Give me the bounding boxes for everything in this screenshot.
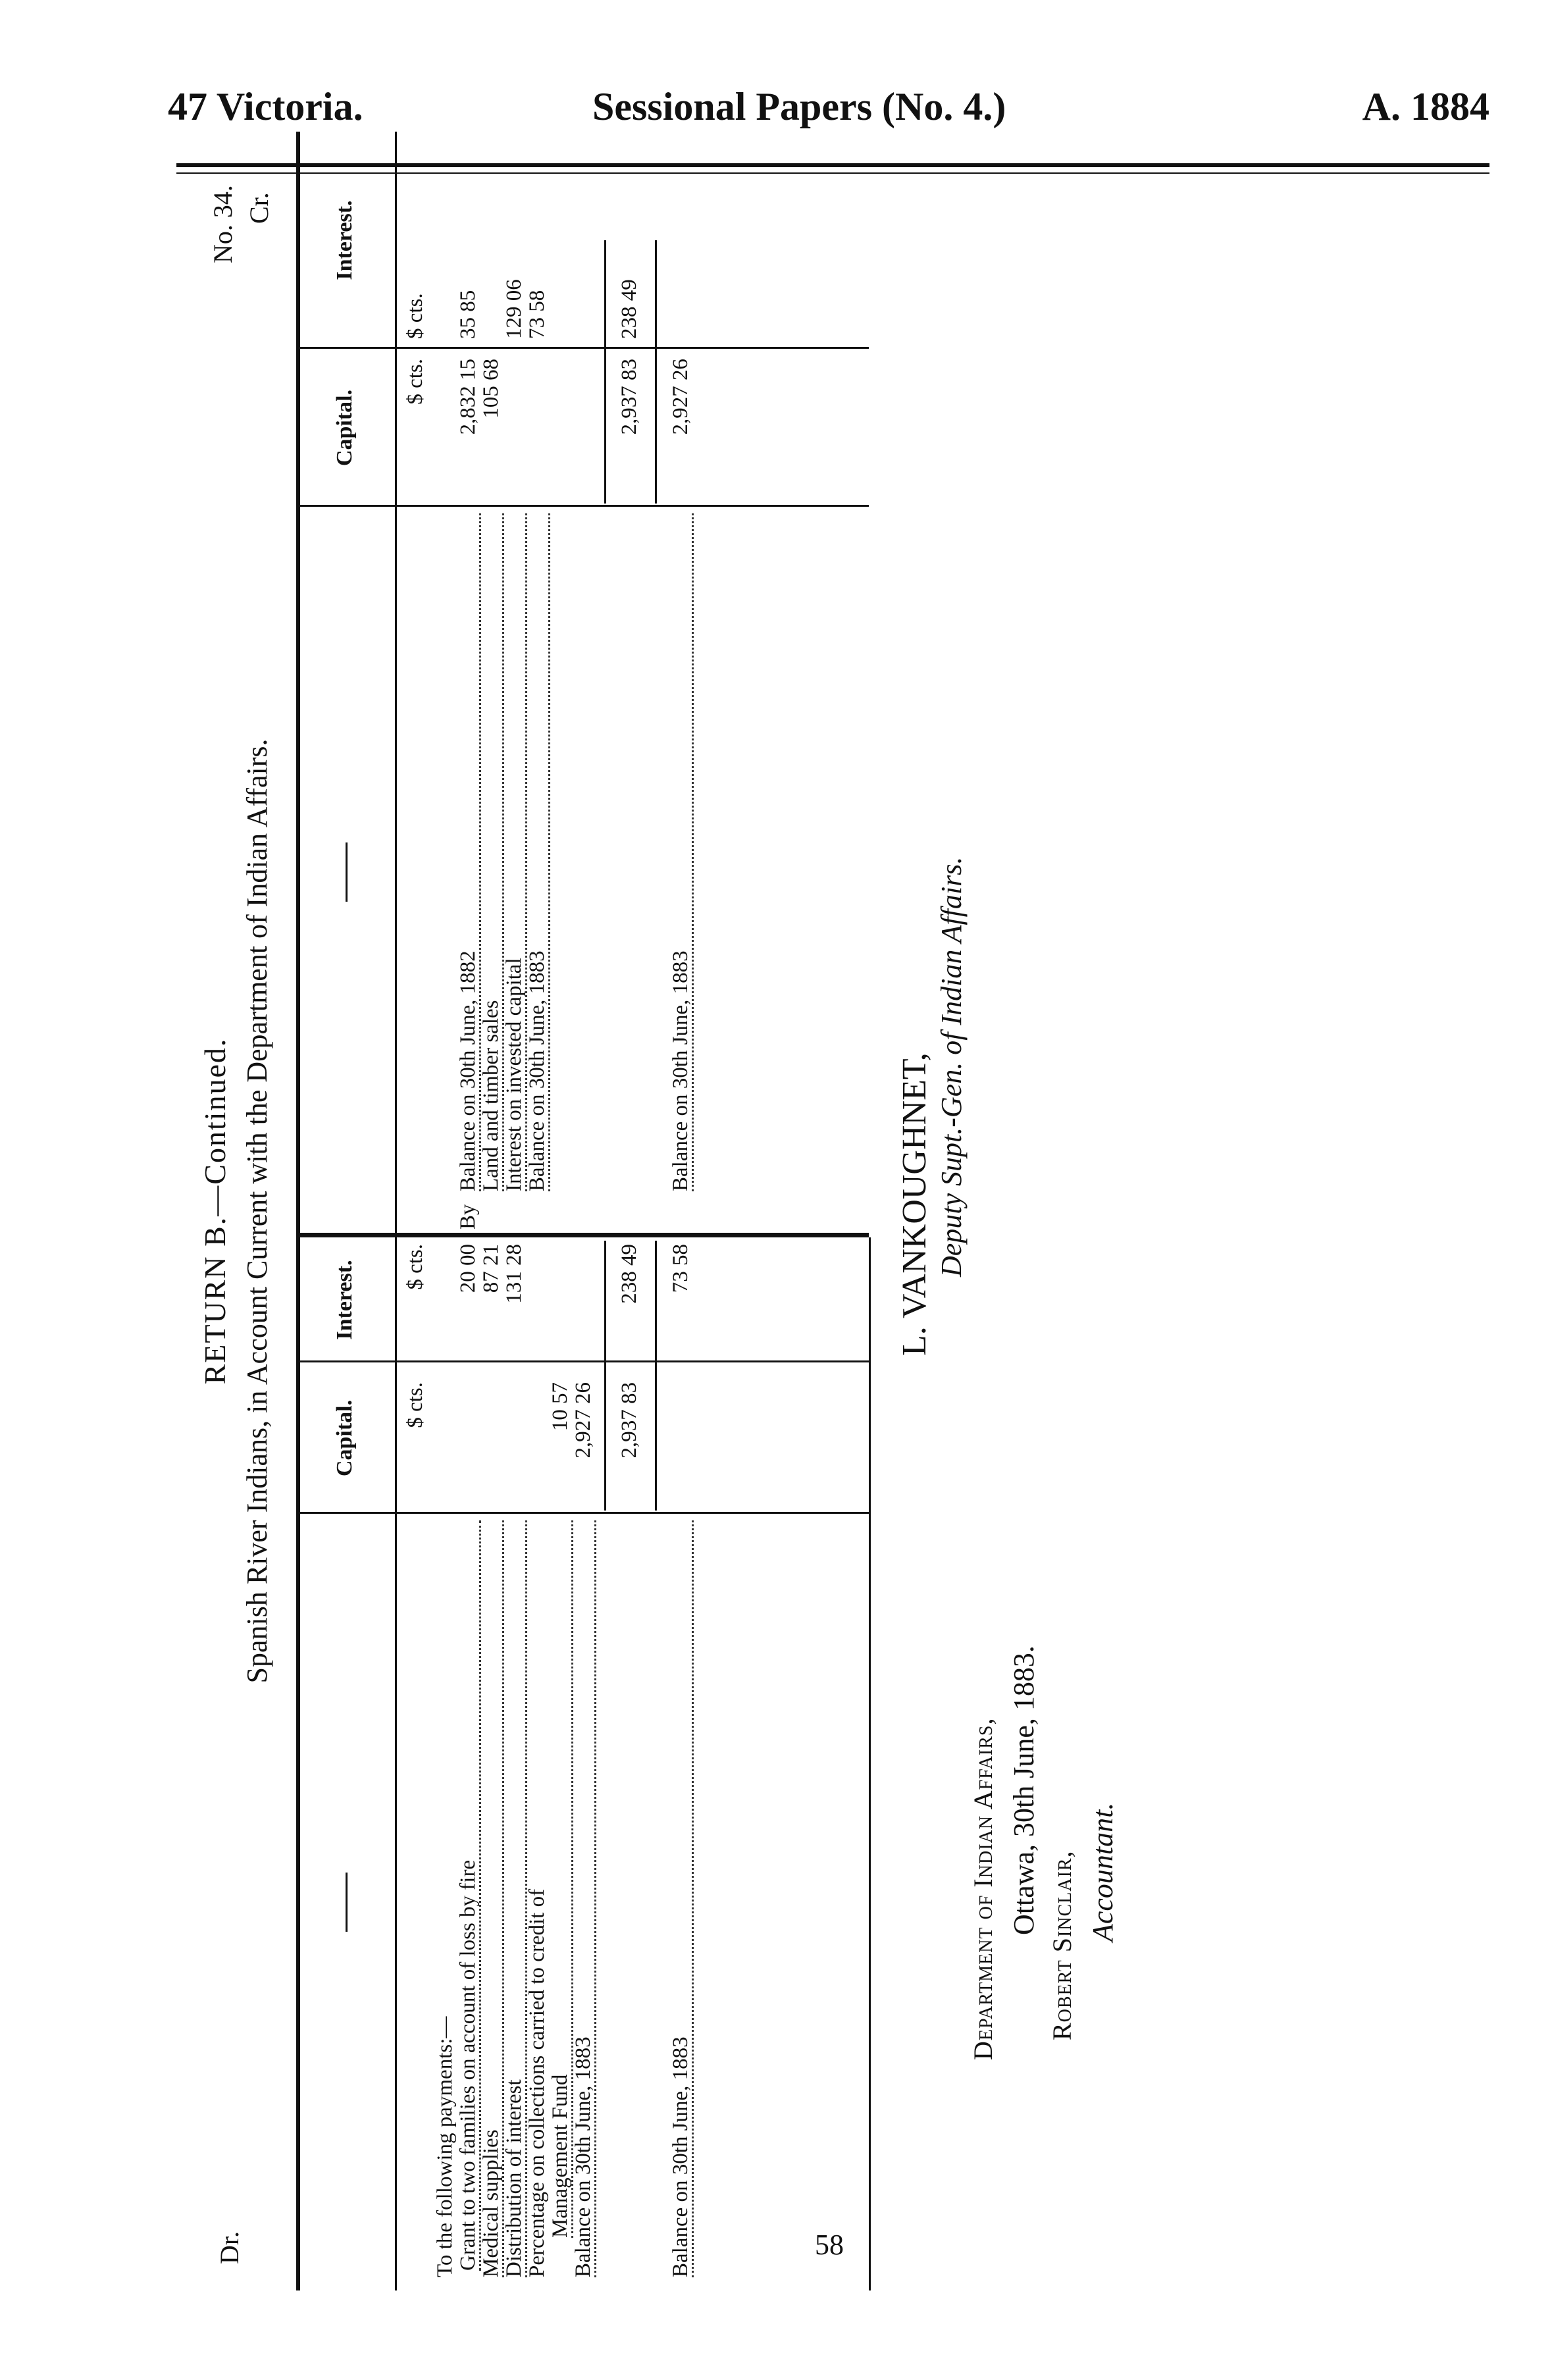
table-bottom-border	[869, 1237, 871, 2290]
credit-capital-head: Capital.	[332, 389, 357, 467]
page-number: 58	[815, 2229, 844, 2261]
units-credit-interest: $ cts.	[403, 293, 427, 339]
debit-row-capital: 2,927 26	[571, 1382, 595, 1459]
accountant-title: Accountant.	[1087, 1802, 1119, 1942]
credit-row-capital: 2,832 15	[456, 359, 480, 435]
col-line-center	[296, 1233, 869, 1237]
return-number: No. 34.	[208, 185, 238, 263]
debit-dash-head	[346, 1873, 348, 1932]
debit-balance-interest: 73 58	[669, 1244, 692, 1293]
credit-dash-head	[346, 842, 348, 902]
credit-total-rule-bottom	[655, 240, 657, 504]
debit-total-interest: 238 49	[617, 1244, 641, 1304]
credit-row-interest: 73 58	[525, 290, 549, 339]
units-debit-interest: $ cts.	[403, 1244, 427, 1290]
accountant-name: Robert Sinclair,	[1047, 1850, 1077, 2040]
credit-by: By	[456, 1204, 480, 1229]
header-volume: 47 Victoria.	[168, 85, 363, 128]
credit-row-label: Interest on invested capital	[504, 513, 527, 1191]
debit-row-label: Distribution of interest	[504, 1520, 527, 2277]
debit-total-rule-top	[604, 1241, 606, 1511]
debit-interest-head: Interest.	[332, 1260, 357, 1340]
return-title: RETURN B.—Continued.	[198, 1037, 232, 1385]
col-line	[296, 1360, 869, 1362]
header-year: A. 1884	[1362, 85, 1489, 128]
debit-row-label: Percentage on collections carried to credit of	[525, 1888, 549, 2277]
credit-total-rule-top	[604, 240, 606, 504]
debit-balance-label: Balance on 30th June, 1883	[670, 1520, 694, 2277]
credit-row-capital: 105 68	[479, 359, 503, 419]
credit-row-label: Land and timber sales	[480, 513, 504, 1191]
table-top-border	[296, 132, 300, 2290]
credit-row-interest: 35 85	[456, 290, 480, 339]
account-ledger	[197, 132, 879, 2290]
debit-capital-head: Capital.	[332, 1399, 357, 1477]
credit-total-capital: 2,937 83	[617, 359, 641, 435]
credit-balance-label: Balance on 30th June, 1883	[670, 513, 694, 1191]
department-line: Department of Indian Affairs,	[968, 1717, 998, 2060]
units-debit-capital: $ cts.	[403, 1382, 427, 1428]
signature-name: L. VANKOUGHNET,	[896, 1052, 933, 1356]
dr-label: Dr.	[215, 2231, 244, 2264]
return-subtitle: Spanish River Indians, in Account Current with the Department of Indian Affairs.	[241, 738, 273, 1684]
place-date-line: Ottawa, 30th June, 1883.	[1008, 1645, 1040, 1935]
debit-total-capital: 2,937 83	[617, 1382, 641, 1459]
cr-label: Cr.	[244, 192, 274, 224]
credit-total-interest: 238 49	[617, 279, 641, 339]
credit-row-interest: 129 06	[502, 279, 526, 339]
credit-interest-head: Interest.	[332, 200, 357, 280]
header-bottom-border	[395, 132, 397, 2290]
credit-row-label: Balance on 30th June, 1883	[527, 513, 550, 1191]
credit-balance-capital: 2,927 26	[669, 359, 692, 435]
units-credit-capital: $ cts.	[403, 359, 427, 405]
col-line	[296, 505, 869, 507]
debit-row-interest: 20 00	[456, 1244, 480, 1293]
debit-row-label: Grant to two families on account of loss by fire	[457, 1520, 481, 2271]
debit-row-label: Management Fund	[550, 1520, 573, 2238]
debit-row-capital: 10 57	[548, 1382, 572, 1432]
signature-title: Deputy Supt.-Gen. of Indian Affairs.	[935, 856, 968, 1277]
col-line	[296, 347, 869, 349]
debit-row-interest: 87 21	[479, 1244, 503, 1293]
debit-total-rule-bottom	[655, 1241, 657, 1511]
credit-row-label: Balance on 30th June, 1882	[457, 513, 481, 1191]
debit-row-interest: 131 28	[502, 1244, 526, 1304]
debit-row-label: Balance on 30th June, 1883	[573, 1520, 596, 2277]
debit-row-label: Medical supplies	[480, 1520, 504, 2277]
debit-intro: To the following payments:—	[433, 2016, 457, 2277]
header-series: Sessional Papers (No. 4.)	[592, 85, 1006, 128]
